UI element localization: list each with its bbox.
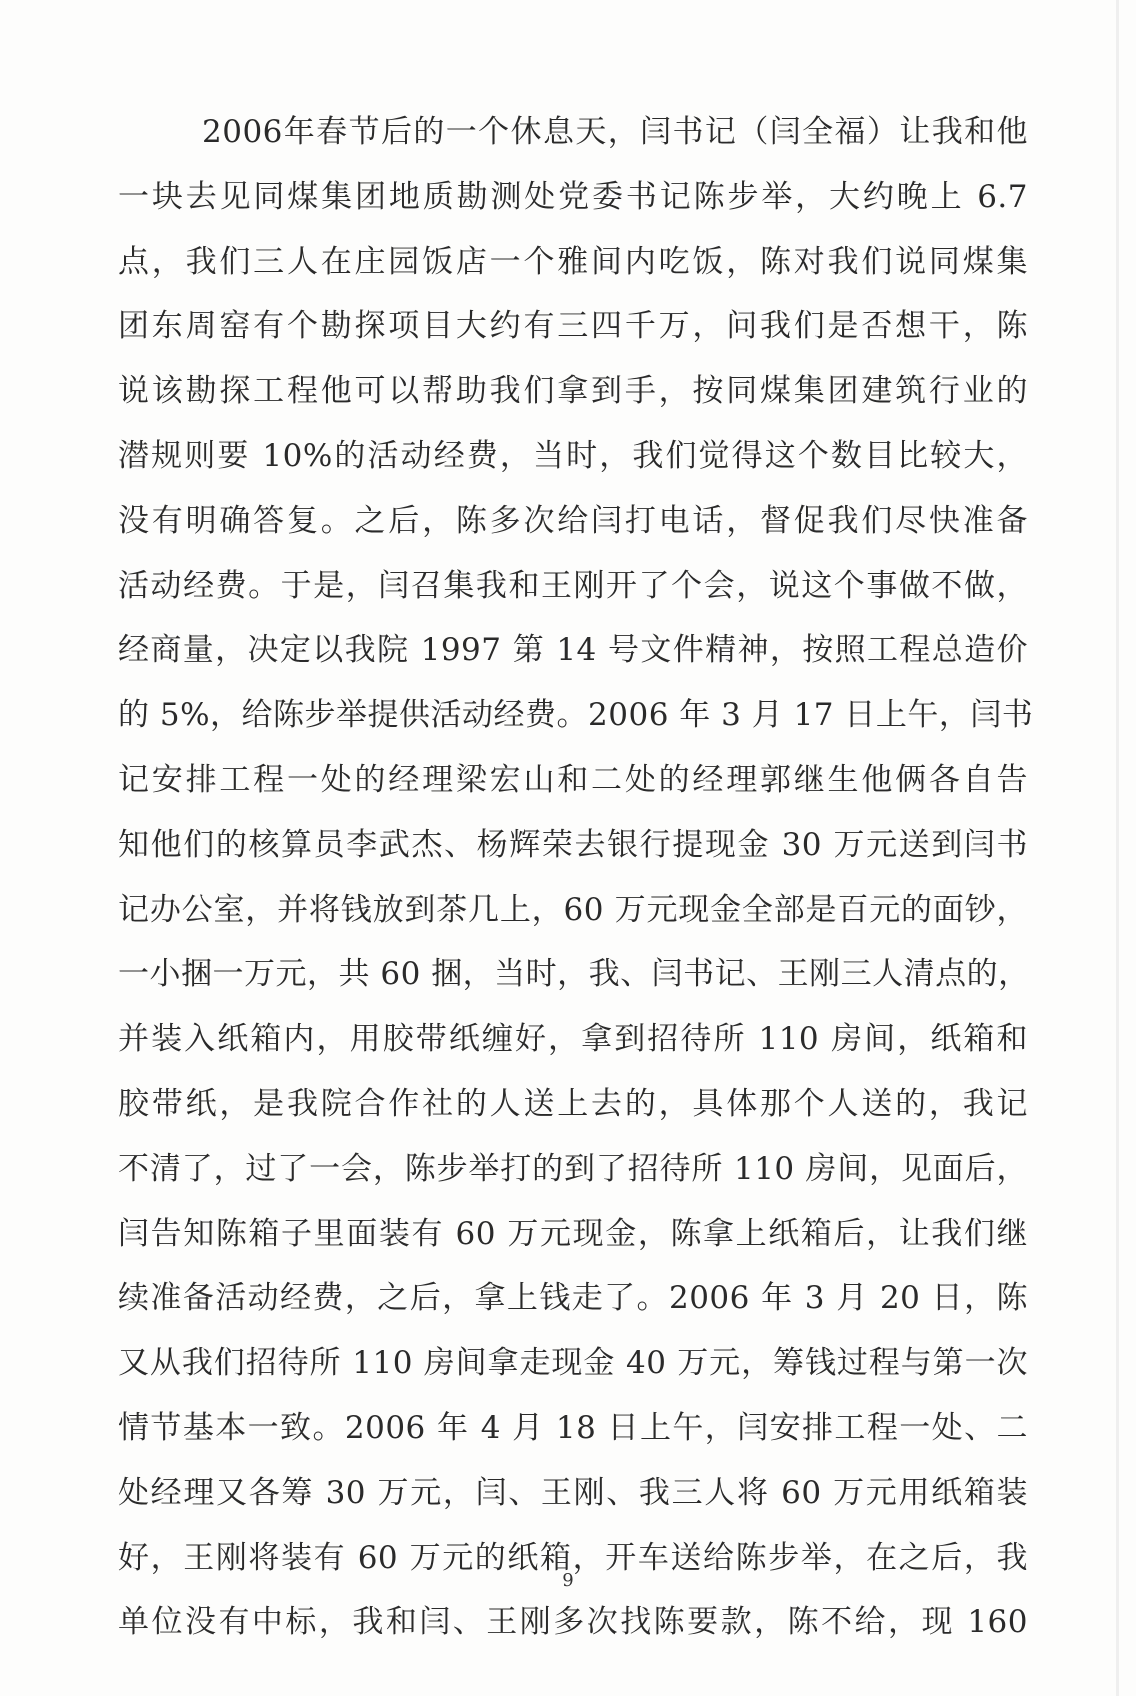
text-line: 不清了，过了一会，陈步举打的到了招待所 110 房间，见面后， <box>118 1150 1028 1187</box>
text-line: 经商量，决定以我院 1997 第 14 号文件精神，按照工程总造价 <box>118 632 1028 669</box>
text-line: 闫告知陈箱子里面装有 60 万元现金，陈拿上纸箱后，让我们继 <box>118 1215 1028 1252</box>
text-line: 又从我们招待所 110 房间拿走现金 40 万元，筹钱过程与第一次 <box>118 1345 1028 1382</box>
page-number: 9 <box>562 1570 574 1591</box>
text-line: 单位没有中标，我和闫、王刚多次找陈要款，陈不给，现 160 <box>118 1604 1028 1641</box>
text-line: 好，王刚将装有 60 万元的纸箱，开车送给陈步举，在之后，我 <box>118 1539 1028 1576</box>
text-line: 记安排工程一处的经理梁宏山和二处的经理郭继生他俩各自告 <box>118 761 1028 798</box>
text-line: 没有明确答复。之后，陈多次给闫打电话，督促我们尽快准备 <box>118 502 1028 539</box>
text-line: 胶带纸，是我院合作社的人送上去的，具体那个人送的，我记 <box>118 1085 1028 1122</box>
text-line: 的 5%，给陈步举提供活动经费。2006 年 3 月 17 日上午，闫书 <box>118 697 1034 734</box>
scan-edge-shadow <box>1116 0 1119 1696</box>
text-line: 一小捆一万元，共 60 捆，当时，我、闫书记、王刚三人清点的， <box>118 956 1030 993</box>
text-line: 处经理又各筹 30 万元，闫、王刚、我三人将 60 万元用纸箱装 <box>118 1474 1028 1511</box>
text-line: 潜规则要 10%的活动经费，当时，我们觉得这个数目比较大， <box>118 437 1028 474</box>
text-line: 记办公室，并将钱放到茶几上，60 万元现金全部是百元的面钞， <box>118 891 1028 928</box>
text-line: 说该勘探工程他可以帮助我们拿到手，按同煤集团建筑行业的 <box>118 373 1028 410</box>
text-line: 知他们的核算员李武杰、杨辉荣去银行提现金 30 万元送到闫书 <box>118 826 1028 863</box>
text-line: 团东周窑有个勘探项目大约有三四千万，问我们是否想干，陈 <box>118 308 1028 345</box>
text-line: 一块去见同煤集团地质勘测处党委书记陈步举，大约晚上 6.7 <box>118 178 1028 215</box>
text-line: 2006年春节后的一个休息天，闫书记（闫全福）让我和他 <box>202 114 1028 150</box>
text-line: 情节基本一致。2006 年 4 月 18 日上午，闫安排工程一处、二 <box>118 1409 1028 1446</box>
text-line: 并装入纸箱内，用胶带纸缠好，拿到招待所 110 房间，纸箱和 <box>118 1021 1028 1058</box>
text-line: 点，我们三人在庄园饭店一个雅间内吃饭，陈对我们说同煤集 <box>118 243 1028 280</box>
text-line: 活动经费。于是，闫召集我和王刚开了个会，说这个事做不做， <box>118 567 1028 604</box>
body-text <box>118 100 1034 1655</box>
text-line: 续准备活动经费，之后，拿上钱走了。2006 年 3 月 20 日，陈 <box>118 1280 1028 1317</box>
